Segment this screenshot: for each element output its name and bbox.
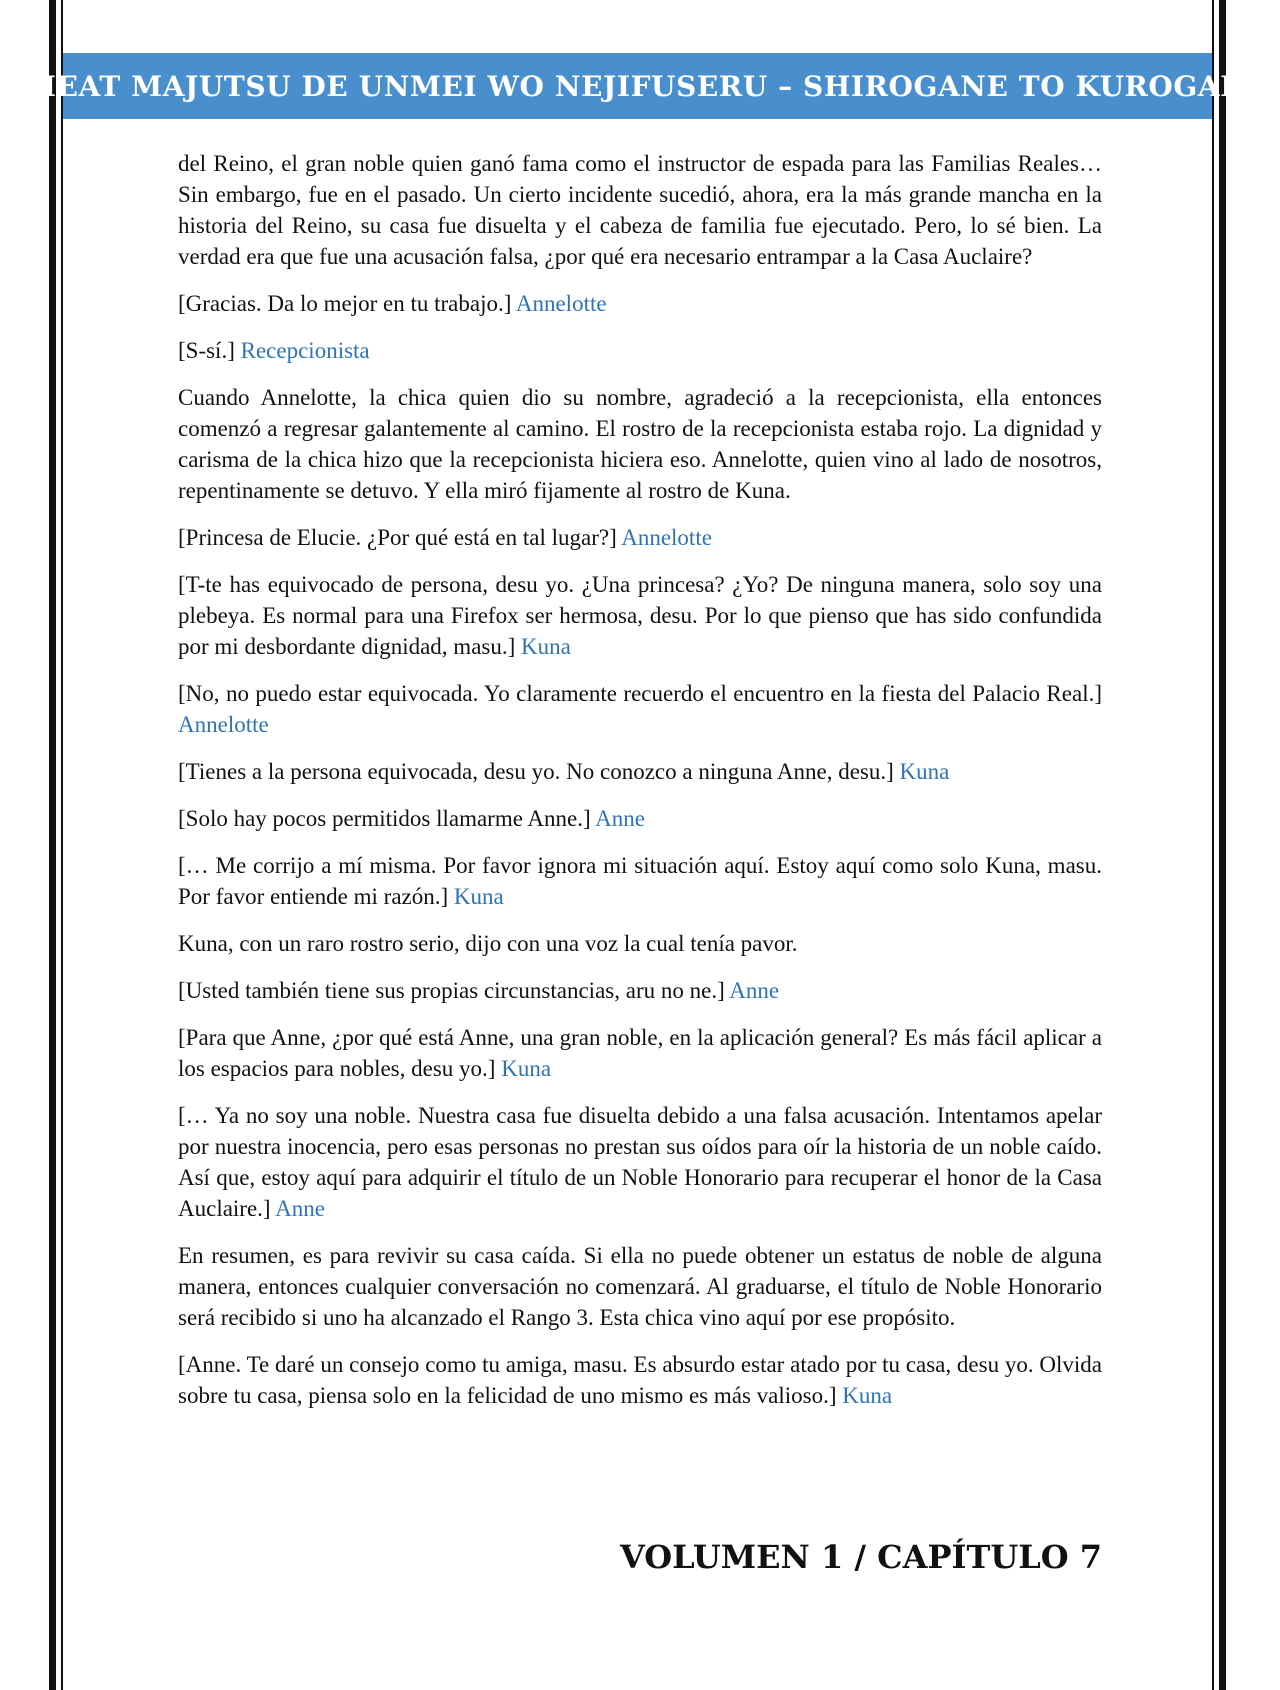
paragraph-text: [Gracias. Da lo mejor en tu trabajo.] [178, 291, 512, 316]
series-title: CHEAT MAJUTSU DE UNMEI WO NEJIFUSERU – SHIROGANE TO KUROGANE [6, 69, 1269, 103]
speaker-name: Kuna [501, 1056, 552, 1081]
paragraph-text: [No, no puedo estar equivocada. Yo claramente recuerdo el encuentro en la fiesta del Palacio Real.] [178, 681, 1102, 706]
dialogue-line [178, 522, 1102, 553]
paragraph-text: [T-te has equivocado de persona, desu yo. ¿Una princesa? ¿Yo? De ninguna manera, solo soy una plebeya. Es normal para una Firefox ser hermosa, desu. Por lo que pienso que has sido confundida por mi desbordante dignidad, masu.] [178, 572, 1102, 659]
paragraph-text: [Para que Anne, ¿por qué está Anne, una gran noble, en la aplicación general? Es más fácil aplicar a los espacios para nobles, desu yo.] [178, 1025, 1102, 1081]
speaker-name: Kuna [899, 759, 950, 784]
speaker-name: Kuna [842, 1383, 893, 1408]
narration-paragraph [178, 148, 1102, 272]
header-band [6, 53, 1269, 119]
paragraph-text: [Solo hay pocos permitidos llamarme Anne.] [178, 806, 591, 831]
page-body [178, 148, 1102, 1427]
speaker-name: Anne [275, 1196, 325, 1221]
speaker-name: Kuna [453, 884, 504, 909]
dialogue-line [178, 1100, 1102, 1224]
dialogue-line [178, 803, 1102, 834]
speaker-name: Recepcionista [240, 338, 370, 363]
dialogue-line [178, 569, 1102, 662]
speaker-name: Kuna [521, 634, 571, 659]
paragraph-text: [S-sí.] [178, 338, 235, 363]
narration-paragraph [178, 1240, 1102, 1333]
speaker-name: Anne [595, 806, 645, 831]
speaker-name: Annelotte [621, 525, 712, 550]
dialogue-line [178, 975, 1102, 1006]
paragraph-text: Cuando Annelotte, la chica quien dio su nombre, agradeció a la recepcionista, ella entonces comenzó a regresar galantemente al camino. El rostro de la recepcionista estaba rojo. La dignidad y carisma de la chica hizo que la recepcionista hiciera eso. Annelotte, quien vino al lado de nosotros, repentinamente se detuvo. Y ella miró fijamente al rostro de Kuna. [178, 385, 1102, 503]
dialogue-line [178, 850, 1102, 912]
narration-paragraph [178, 928, 1102, 959]
speaker-name: Annelotte [515, 291, 607, 316]
dialogue-line [178, 1349, 1102, 1411]
paragraph-text: [Anne. Te daré un consejo como tu amiga, masu. Es absurdo estar atado por tu casa, desu yo. Olvida sobre tu casa, piensa solo en la felicidad de uno mismo es más valioso.] [178, 1352, 1102, 1408]
chapter-label: VOLUMEN 1 / CAPÍTULO 7 [619, 1538, 1102, 1576]
paragraph-text: del Reino, el gran noble quien ganó fama como el instructor de espada para las Familias Reales… Sin embargo, fue en el pasado. Un cierto incidente sucedió, ahora, era la más grande mancha en la historia del Reino, su casa fue disuelta y el cabeza de familia fue ejecutado. Pero, lo sé bien. La verdad era que fue una acusación falsa, ¿por qué era necesario entrampar a la Casa Auclaire? [178, 151, 1102, 269]
paragraph-text: [… Me corrijo a mí misma. Por favor ignora mi situación aquí. Estoy aquí como solo Kuna, masu. Por favor entiende mi razón.] [178, 853, 1102, 909]
dialogue-line [178, 678, 1102, 740]
paragraph-text: En resumen, es para revivir su casa caída. Si ella no puede obtener un estatus de noble de alguna manera, entonces cualquier conversación no comenzará. Al graduarse, el título de Noble Honorario será recibido si uno ha alcanzado el Rango 3. Esta chica vino aquí por ese propósito. [178, 1243, 1102, 1330]
paragraph-text: [Princesa de Elucie. ¿Por qué está en tal lugar?] [178, 525, 617, 550]
dialogue-line [178, 288, 1102, 319]
dialogue-line [178, 335, 1102, 366]
speaker-name: Annelotte [178, 712, 269, 737]
dialogue-line [178, 1022, 1102, 1084]
paragraph-text: [… Ya no soy una noble. Nuestra casa fue disuelta debido a una falsa acusación. Intentamos apelar por nuestra inocencia, pero esas personas no prestan sus oídos para oír la historia de un noble caído. Así que, estoy aquí para adquirir el título de un Noble Honorario para recuperar el honor de la Casa Auclaire.] [178, 1103, 1102, 1221]
narration-paragraph [178, 382, 1102, 506]
paragraph-text: [Tienes a la persona equivocada, desu yo. No conozco a ninguna Anne, desu.] [178, 759, 894, 784]
paragraph-text: Kuna, con un raro rostro serio, dijo con una voz la cual tenía pavor. [178, 931, 798, 956]
speaker-name: Anne [729, 978, 780, 1003]
dialogue-line [178, 756, 1102, 787]
paragraph-text: [Usted también tiene sus propias circunstancias, aru no ne.] [178, 978, 725, 1003]
